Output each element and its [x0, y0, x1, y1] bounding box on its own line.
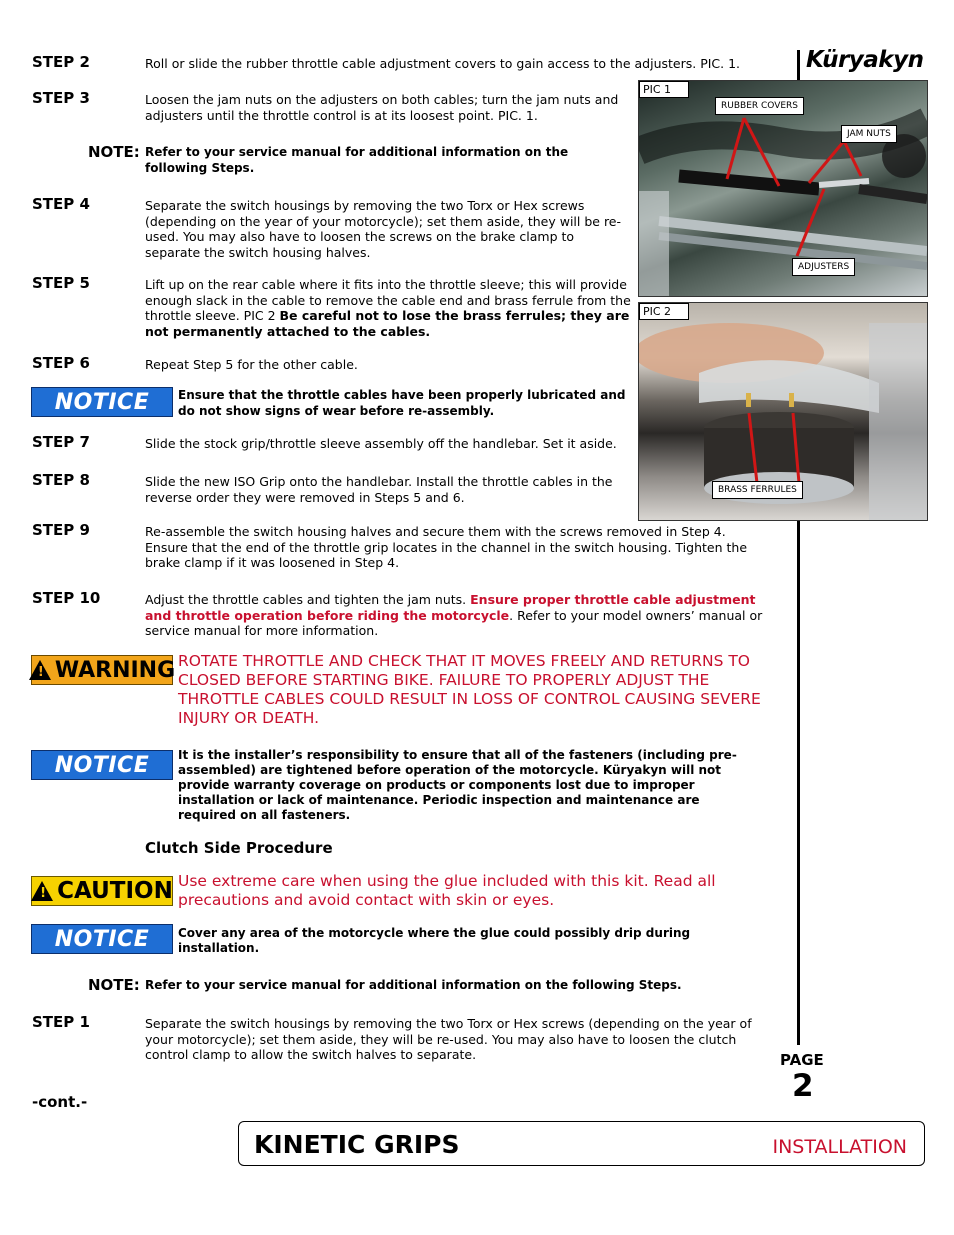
notice-3-text: Cover any area of the motorcycle where the glue could possibly drip during installation.: [178, 926, 691, 955]
caution-text: Use extreme care when using the glue included with this kit. Read all precautions and avoid contact with skin or eyes.: [178, 872, 716, 909]
continued-label: -cont.-: [32, 1093, 88, 1111]
warning-triangle-icon: !: [29, 660, 51, 680]
notice-badge-1: [31, 387, 173, 417]
step-5-label: STEP 5: [32, 274, 90, 292]
note-1-text: Refer to your service manual for additional information on the following Steps.: [145, 145, 569, 175]
clutch-side-heading: Clutch Side Procedure: [145, 839, 333, 857]
notice-badge-3-label: NOTICE: [54, 926, 150, 952]
warning-badge-label: WARNING: [54, 657, 176, 683]
note-2-text: Refer to your service manual for additional information on the following Steps.: [145, 978, 682, 992]
pic-2-tag: PIC 2: [639, 303, 689, 320]
step-8-text: Slide the new ISO Grip onto the handlebar. Install the throttle cables in the reverse order they were removed in Steps 5 and 6.: [145, 474, 613, 505]
vertical-rule-bottom: [797, 518, 800, 1045]
note-2-label: NOTE:: [88, 976, 140, 994]
notice-1-text: Ensure that the throttle cables have been properly lubricated and do not show signs of wear before re-assembly.: [178, 388, 626, 418]
step-7-label: STEP 7: [32, 433, 90, 451]
callout-adjusters: ADJUSTERS: [792, 258, 855, 276]
step-9-text: Re-assemble the switch housing halves and secure them with the screws removed in Step 4. Ensure that the end of the throttle grip locates in the channel in the switch housing. Tighten the brake clamp if it was loosened in Step 4.: [145, 524, 748, 570]
step-4-label: STEP 4: [32, 195, 90, 213]
step-7-text: Slide the stock grip/throttle sleeve assembly off the handlebar. Set it aside.: [145, 436, 617, 451]
footer-title-box: [238, 1121, 925, 1166]
step-4-text: Separate the switch housings by removing the two Torx or Hex screws (depending on the year of your motorcycle); set them aside, they will be re-used. You may also have to loosen the screws on the brake clamp to separate the switch housing halves.: [145, 198, 622, 260]
caution-triangle-icon: !: [31, 881, 53, 901]
step-3-label: STEP 3: [32, 89, 90, 107]
clutch-step-1-label: STEP 1: [32, 1013, 90, 1031]
callout-brass-ferrules: BRASS FERRULES: [712, 481, 803, 499]
footer-subtitle: INSTALLATION: [772, 1136, 907, 1158]
step-5-text-bold: Be careful not to lose the brass ferrules; they are not permanently attached to the cables.: [145, 308, 630, 339]
step-10-text: [145, 592, 770, 639]
notice-badge-3: [31, 924, 173, 954]
step-10-text-before: Adjust the throttle cables and tighten the jam nuts.: [145, 592, 471, 607]
step-10-text-after: . Refer to your model owners’ manual or service manual for more information.: [145, 607, 763, 638]
notice-badge-1-label: NOTICE: [54, 389, 150, 415]
step-2-text: Roll or slide the rubber throttle cable adjustment covers to gain access to the adjusters. PIC. 1.: [145, 56, 741, 71]
warning-badge: [31, 655, 176, 685]
vertical-rule-top: [797, 50, 800, 80]
callout-jam-nuts: JAM NUTS: [841, 125, 897, 143]
step-10-text-red: Ensure proper throttle cable adjustment and throttle operation before riding the motorcycle: [145, 592, 756, 623]
step-10-label: STEP 10: [32, 589, 101, 607]
step-9-label: STEP 9: [32, 521, 90, 539]
step-8-label: STEP 8: [32, 471, 90, 489]
pic-1-photo: [638, 80, 928, 297]
page-label: PAGE: [780, 1051, 824, 1069]
notice-2-text: It is the installer’s responsibility to ensure that all of the fasteners (including pre-assembled) are tightened before operation of the motorcycle. Küryakyn will not provide warranty coverage on products or components lost due to improper installation or lack of maintenance. Periodic inspection and maintenance are required on all fasteners.: [178, 748, 737, 822]
callout-rubber-covers: RUBBER COVERS: [715, 97, 804, 115]
caution-badge-label: CAUTION: [57, 878, 173, 904]
clutch-step-1-text: Separate the switch housings by removing the two Torx or Hex screws (depending on the year of your motorcycle); set them aside, they will be re-used. You may also have to loosen the clutch control clamp to allow the switch halves to separate.: [145, 1016, 752, 1062]
note-1-label: NOTE:: [88, 143, 140, 161]
step-3-text: Loosen the jam nuts on the adjusters on both cables; turn the jam nuts and adjusters until the throttle control is at its loosest point. PIC. 1.: [145, 92, 619, 123]
pic-2-photo: [638, 302, 928, 521]
pic-1-tag: PIC 1: [639, 81, 689, 98]
step-6-text: Repeat Step 5 for the other cable.: [145, 357, 358, 372]
footer-title: KINETIC GRIPS: [254, 1130, 460, 1159]
warning-text: ROTATE THROTTLE AND CHECK THAT IT MOVES FREELY AND RETURNS TO CLOSED BEFORE STARTING BIKE. FAILURE TO PROPERLY ADJUST THE THROTTLE CABLES COULD RESULT IN LOSS OF CONTROL CAUSING SEVERE INJURY OR DEATH.: [178, 652, 761, 727]
step-6-label: STEP 6: [32, 354, 90, 372]
page-number: 2: [792, 1068, 814, 1104]
step-5-text: [145, 277, 635, 339]
notice-badge-2: [31, 750, 173, 780]
caution-badge: [31, 876, 173, 906]
brand-logo: Küryakyn: [806, 47, 924, 73]
notice-badge-2-label: NOTICE: [54, 752, 150, 778]
step-2-label: STEP 2: [32, 53, 90, 71]
step-5-text-main: Lift up on the rear cable where it fits into the throttle sleeve; this will provide enough slack in the cable to remove the cable end and brass ferrule from the throttle sleeve. PIC 2: [145, 277, 631, 323]
